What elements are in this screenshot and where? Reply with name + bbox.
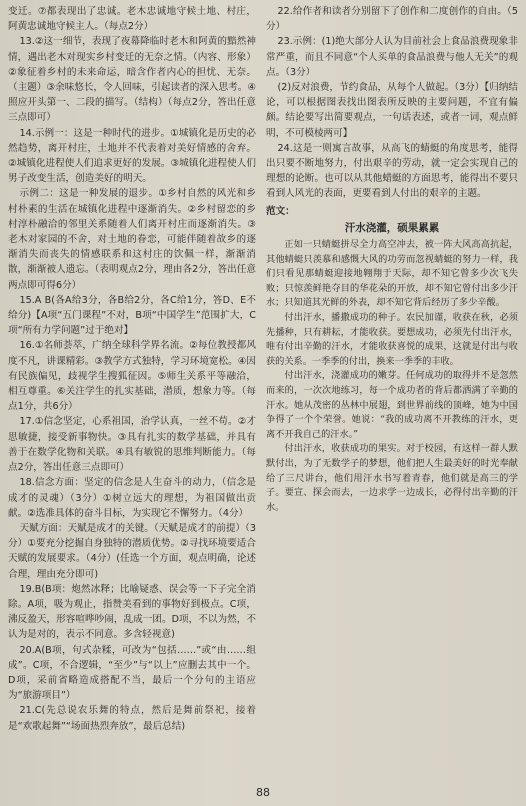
paragraph: 付出汗水，浇灌成功的嫩芽。任何成功的取得并不是忽然而来的，一次次地练习，每一个成功者的背后都洒满了辛勤的汗水。她从茂密的丛林中展翅，到世界前线的顶峰，她为中国争得了一个个荣誉。她说：“我的成功离不开教练的汗水，更离不开我自己的汗水。” (266, 370, 518, 440)
paragraph: 23.示例：(1)绝大部分人认为目前社会上食品浪费现象非常严重，而且不同意“个人买单的食品浪费与他人无关”的观点。（3分） (266, 36, 518, 78)
right-column (266, 4, 518, 779)
paragraph: 示例二：这是一种发展的退步。①乡村自然的风光和乡村朴素的生活在城镇化进程中逐渐消失。②乡村留恋的乡村淳朴融洽的邻里关系随着人们离开村庄而逐渐消失。③老木对家园的不舍，对土地的眷恋，可能伴随着故乡的逐渐消失而丧失的情感联系和这村庄的饮佩一样，渐渐消散，渐渐被人遗忘。（表明观点2分，理由各2分，答出任意两点即可得6分） (8, 188, 256, 291)
paragraph: 15.A B(各A给3分，各B给2分，各C给1分，答D、E不给分)【A项“五门课程”不对，B项“中国学生”范围扩大，C项“所有力学问题”过于绝对】 (8, 294, 256, 337)
paragraph: 13.②这一细节，表现了夜幕降临时老木和阿黄的黯然神情，遇出老木对现实乡村变迁的无奈之情。（内容、形象）②象征着乡村的未来命运，暗含作者内心的担忧、无奈。（主题）③余味悠长，令人回味，引起读者的深入思考。④照应开头第一、二段的描写。（结构）（每点2分，答出任意三点即可） (8, 36, 256, 124)
paragraph: 17.①信念坚定，心系祖国，治学认真，一丝不苟。②才思敏捷，接受新事物快。③具有扎实的数学基础，并具有善于在数学化物和关联。④具有敏锐的思维判断能力。（每点2分，答出任意三点即可） (8, 416, 256, 474)
paragraph: 21.C(先总说农乐舞的特点，然后是舞前祭祀，接着是“欢歌起舞”“场面热烈奔放”，最后总结) (8, 705, 256, 732)
paragraph: 付出汗水，播撒成功的种子。农民加谨，收获在秋，必须先播种，只有耕耘，才能收获。要想成功，必须先付出汗水，唯有付出辛勤的汗水，才能收获喜悦的成果，这就是付出与收获的关系。一季季的付出，换来一季季的丰收。 (266, 312, 518, 367)
paragraph: 14.示例一：这是一种时代的进步。①城镇化是历史的必然趋势，离开村庄，土地并不代表着对美好情感的舍弃。②城镇化进程使人们追求更好的发展。③城镇化进程使人们男子改变生活，创造美好的明天。 (8, 127, 256, 185)
paragraph: 19.B(B项：炮然冰释；比喻疑惑、误会等一下子完全消除。A项，吸为观止，指赞美看到的事物好到极点。C项，沸反盈天，形容喧哗吵闹，乱成一团。D项，不以为然，不认为是对的，表示不同意。多含轻视意) (8, 583, 256, 641)
answer-list (266, 4, 518, 202)
paragraph: 16.①名师荟萃，广纳全球科学界名流。②每位教授都风度不凡，讲课精彩。③教学方式独特，学习环境宽松。④因有民族偏见，歧视学生搜狐征因。⑤师生关系平等融洽，相互尊重。⑥关注学生的扎实基础，潜质，想象力等。（每点1分，共6分） (8, 340, 256, 413)
paragraph: 20.A(B项，句式杂糅，可改为“包括……”或“由……组成”。C项，不合逻辑，“至少”与“以上”应删去其中一个。D项，采前省略造成搭配不当，最后一个分句的主语应为“旅游项目”） (8, 644, 256, 702)
page-number: 88 (256, 786, 270, 799)
left-column (8, 4, 256, 779)
essay-title: 汗水浇灌，硕果累累 (344, 221, 440, 234)
fanwen-label: 范文： (266, 205, 295, 217)
essay-body (266, 238, 518, 515)
paragraph: 24.这是一则寓言故事，从高飞的蜻蜓的角度思考，能得出只要不断地努力，付出艰辛的劳动，就一定会实现自己的理想的论断。也可以从其他蜡蜓的方面思考，能得出不要只看到人风光的表面，更要看到人付出的艰辛的主题。 (266, 142, 518, 200)
paragraph: (2)反对浪费，节约食品，从每个人做起。（3分）【归纳结论，可以根据图表找出图表所反映的主要问题，不宜有偏颇。结论要写出简要观点，一句话表述，或者一词，观点鲜明，不可模棱两可】 (266, 82, 518, 139)
paragraph: 18.信念方面：坚定的信念是人生奋斗的动力，（信念是成才的灵魂）（3分）①树立远大的理想，为祖国做出贡献。②选准具体的奋斗目标，为实现它不懈努力。（4分） (8, 477, 256, 519)
paragraph: 天赋方面：天赋是成才的关键。（天赋是成才的前提）（3分）①要充分挖掘自身独特的潜质优势。②寻找环境要适合天赋的发展要求。（4分）(任选一个方面，观点明确，论述合理，理由充分即可) (8, 522, 256, 580)
paragraph: 22.给作者和读者分别留下了创作和二度创作的自由。（5分） (266, 6, 518, 33)
paragraph: 变迁。⑦都表现出了忠诚。老木忠诚地守候土地、村庄，阿黄忠诚地守候主人。（每点2分） (8, 6, 256, 33)
paragraph: 正如一只蜻蜓拼尽全力高空冲去，被一阵大风高高抗起，其他蜻蜓只羡慕和感慨大风的功劳而忽视蜻蜓的努力一样，我们只看见那蜻蜓迎接地翱翔于天际，却不知它曾多少次飞失败；只惊羡鲜艳夺目的华花朵的开放，却不知它曾付出多少汗水；只知道其光鲜的外表，却不知它背后经历了多少辛酸。 (266, 239, 518, 309)
paragraph: 付出汗水，收获成功的果实。对于校园，有这样一群人默默付出，为了无数学子的梦想，他们把人生最美好的时光奉献给了三尺讲台，他们用汗水书写着青春，他们就是高三的学子。要宣、探会而去，一边求学一边成长，必得付出辛勤的汗水。 (266, 443, 518, 513)
